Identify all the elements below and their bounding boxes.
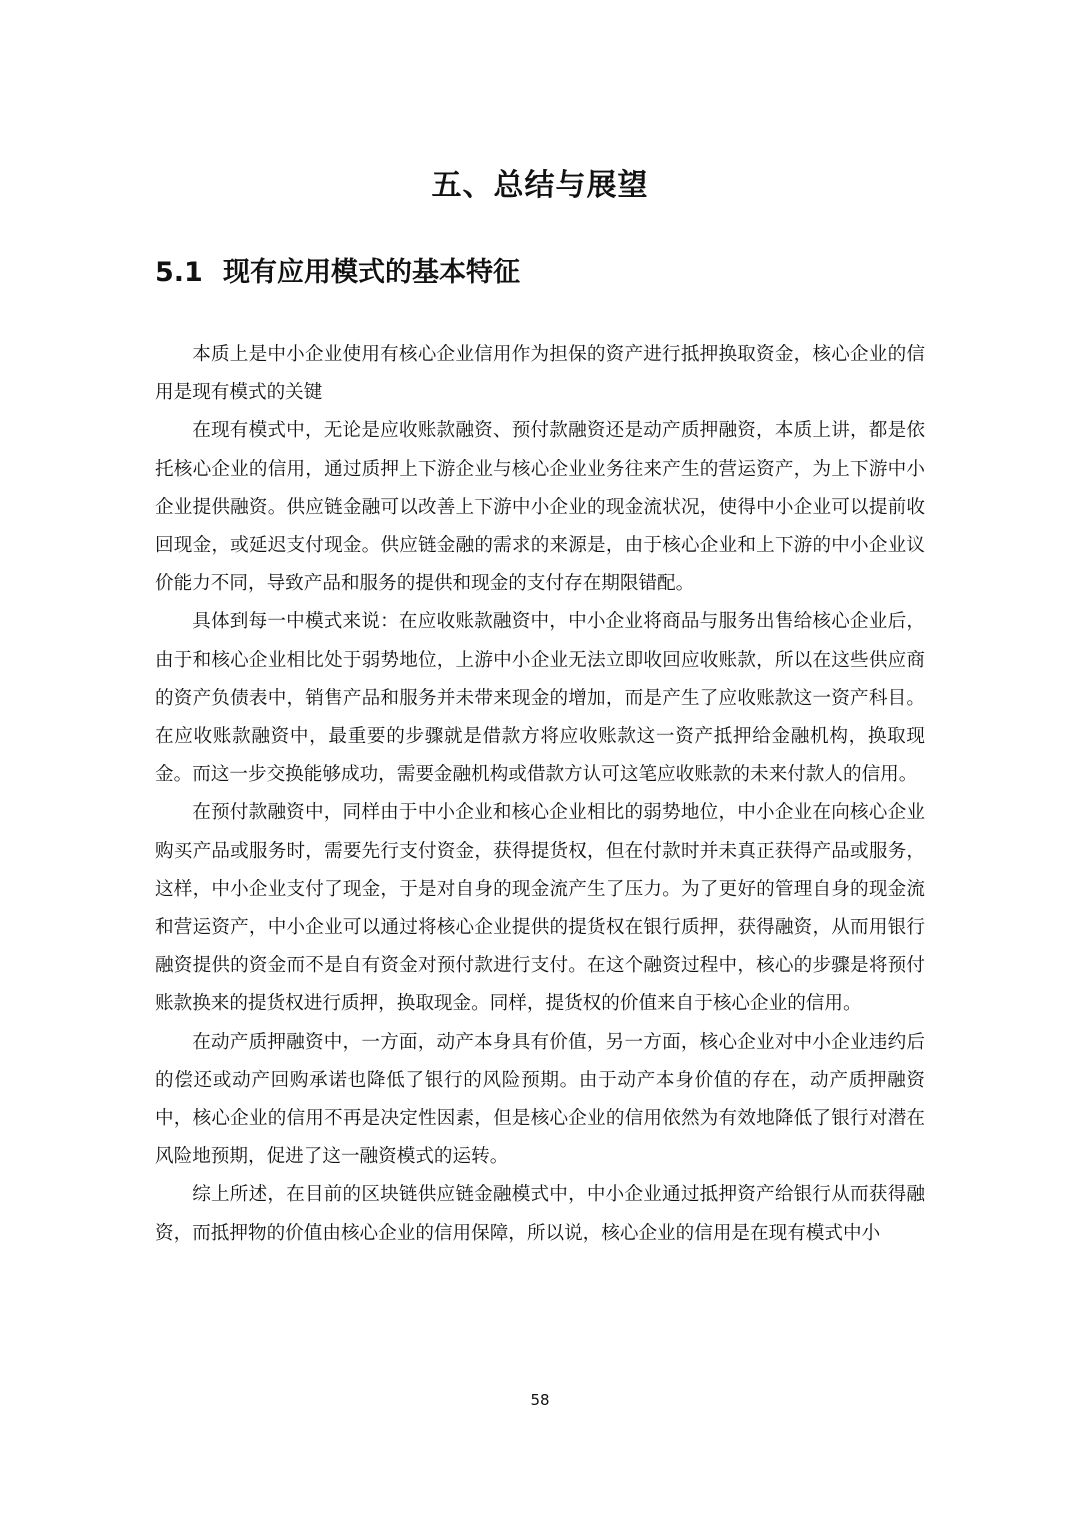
section-title: 现有应用模式的基本特征 bbox=[223, 257, 520, 288]
page-number: 58 bbox=[530, 1391, 550, 1409]
paragraph: 在动产质押融资中，一方面，动产本身具有价值，另一方面，核心企业对中小企业违约后的偿还或动产回购承诺也降低了银行的风险预期。由于动产本身价值的存在，动产质押融资中，核心企业的信用不再是决定性因素，但是核心企业的信用依然为有效地降低了银行对潜在风险地预期，促进了这一融资模式的运转。 bbox=[155, 1031, 925, 1168]
body-text bbox=[155, 336, 925, 1253]
chapter-title: 五、总结与展望 bbox=[431, 168, 649, 203]
paragraph: 综上所述，在目前的区块链供应链金融模式中，中小企业通过抵押资产给银行从而获得融资，而抵押物的价值由核心企业的信用保障，所以说，核心企业的信用是在现有模式中小 bbox=[155, 1184, 925, 1244]
paragraph: 本质上是中小企业使用有核心企业信用作为担保的资产进行抵押换取资金，核心企业的信用是现有模式的关键 bbox=[155, 344, 925, 404]
paragraph: 在预付款融资中，同样由于中小企业和核心企业相比的弱势地位，中小企业在向核心企业购买产品或服务时，需要先行支付资金，获得提货权，但在付款时并未真正获得产品或服务，这样，中小企业支付了现金，于是对自身的现金流产生了压力。为了更好的管理自身的现金流和营运资产，中小企业可以通过将核心企业提供的提货权在银行质押，获得融资，从而用银行融资提供的资金而不是自有资金对预付款进行支付。在这个融资过程中，核心的步骤是将预付账款换来的提货权进行质押，换取现金。同样，提货权的价值来自于核心企业的信用。 bbox=[155, 802, 925, 1015]
paragraph: 具体到每一中模式来说：在应收账款融资中，中小企业将商品与服务出售给核心企业后，由于和核心企业相比处于弱势地位，上游中小企业无法立即收回应收账款，所以在这些供应商的资产负债表中，销售产品和服务并未带来现金的增加，而是产生了应收账款这一资产科目。在应收账款融资中，最重要的步骤就是借款方将应收账款这一资产抵押给金融机构，换取现金。而这一步交换能够成功，需要金融机构或借款方认可这笔应收账款的未来付款人的信用。 bbox=[155, 611, 925, 786]
section-heading bbox=[155, 251, 520, 295]
section-number: 5.1 bbox=[155, 257, 203, 288]
paragraph: 在现有模式中，无论是应收账款融资、预付款融资还是动产质押融资，本质上讲，都是依托核心企业的信用，通过质押上下游企业与核心企业业务往来产生的营运资产，为上下游中小企业提供融资。供应链金融可以改善上下游中小企业的现金流状况，使得中小企业可以提前收回现金，或延迟支付现金。供应链金融的需求的来源是，由于核心企业和上下游的中小企业议价能力不同，导致产品和服务的提供和现金的支付存在期限错配。 bbox=[155, 420, 925, 595]
